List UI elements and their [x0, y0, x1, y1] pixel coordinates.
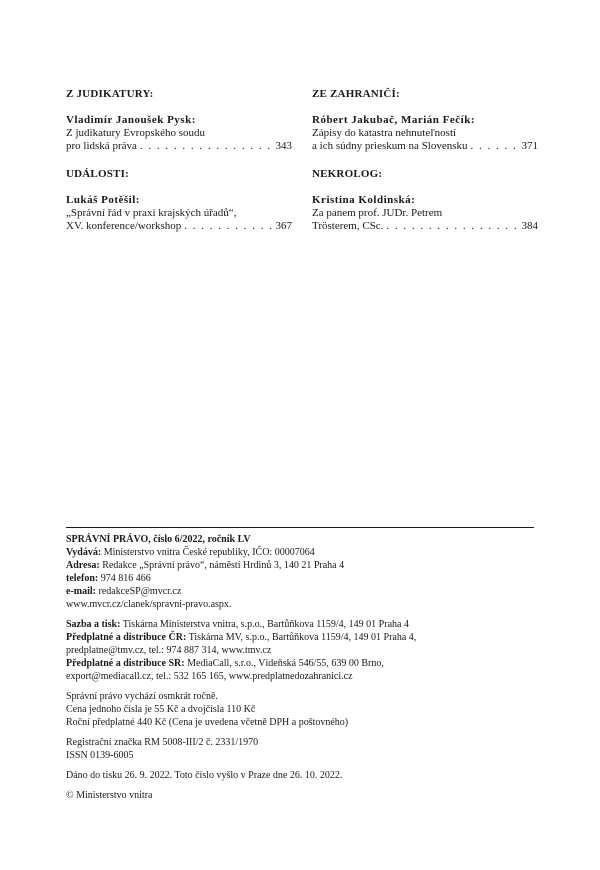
dist-cz-label: Předplatné a distribuce ČR: — [66, 632, 187, 643]
entry-author: Róbert Jakubač, Marián Fečík: — [312, 114, 475, 126]
entry-title-end: XV. konference/workshop — [66, 220, 182, 232]
registration-line: Registrační značka RM 5008-III/2 č. 2331/1970 — [66, 737, 259, 748]
print-line — [66, 618, 534, 631]
dist-cz-value: Tiskárna MV, s.p.o., Bartůňkova 1159/4, 149 01 Praha 4, — [186, 632, 417, 643]
entry-title-line: Zápisy do katastra nehnuteľností — [312, 127, 457, 139]
imprint-distribution — [66, 618, 534, 683]
imprint-printed — [66, 769, 534, 782]
email-value: redakceSP@mvcr.cz — [96, 586, 182, 597]
email-label: e-mail: — [66, 586, 96, 597]
address-line — [66, 559, 534, 572]
entry-title-line: Z judikatury Evropského soudu — [66, 127, 206, 139]
publisher-line — [66, 546, 534, 559]
masthead: SPRÁVNÍ PRÁVO, číslo 6/2022, ročník LV — [66, 534, 251, 545]
section-heading-udalosti: UDÁLOSTI: — [66, 168, 129, 180]
entry-title-last-line — [312, 220, 538, 233]
leader-dots — [471, 140, 519, 153]
publisher-value: Ministerstvo vnitra České republiky, IČO: 00007064 — [101, 547, 315, 558]
dist-sr-line2: export@mediacall.cz, tel.: 532 165 165, www.predplatnedozahranici.cz — [66, 671, 353, 682]
entry-author: Kristina Koldinská: — [312, 194, 416, 206]
toc-entry — [312, 194, 538, 233]
toc-entry — [66, 114, 292, 153]
section-heading-zahranici: ZE ZAHRANIČÍ: — [312, 88, 400, 100]
entry-title-line: Za panem prof. JUDr. Petrem — [312, 207, 443, 219]
web-link: www.mvcr.cz/clanek/spravni-pravo.aspx. — [66, 599, 232, 610]
address-value: Redakce „Správní právo“, náměstí Hrdinů 3, 140 21 Praha 4 — [99, 560, 345, 571]
dist-cz-line — [66, 631, 534, 644]
entry-title-last-line — [66, 140, 292, 153]
phone-line — [66, 572, 534, 585]
printed-line: Dáno do tisku 26. 9. 2022. Toto číslo vyšlo v Praze dne 26. 10. 2022. — [66, 770, 343, 781]
email-line — [66, 585, 534, 598]
phone-label: telefon: — [66, 573, 99, 584]
dist-sr-line — [66, 657, 534, 670]
entry-title-last-line — [312, 140, 538, 153]
toc-left-column — [66, 88, 292, 248]
section-heading-nekrolog: NEKROLOG: — [312, 168, 383, 180]
address-label: Adresa: — [66, 560, 100, 571]
imprint — [66, 533, 534, 809]
dist-cz-line2: predplatne@tmv.cz, tel.: 974 887 314, www.tmv.cz — [66, 645, 272, 656]
imprint-copyright — [66, 789, 534, 802]
toc-entry — [312, 114, 538, 153]
entry-title-end: a ich súdny prieskum na Slovensku — [312, 140, 468, 152]
entry-title-end: Trösterem, CSc. — [312, 220, 384, 232]
subscription-line: Roční předplatné 440 Kč (Cena je uvedena včetně DPH a poštovného) — [66, 717, 349, 728]
entry-title-end: pro lidská práva — [66, 140, 137, 152]
imprint-contacts — [66, 533, 534, 611]
imprint-divider — [66, 527, 534, 528]
imprint-pricing — [66, 690, 534, 729]
print-label: Sazba a tisk: — [66, 619, 121, 630]
section-heading-judikatury: Z JUDIKATURY: — [66, 88, 154, 100]
leader-dots — [386, 220, 518, 233]
page-number: 384 — [521, 220, 538, 232]
page-number: 343 — [275, 140, 292, 152]
leader-dots — [184, 220, 272, 233]
dist-sr-value: MediaCall, s.r.o., Vídeňská 546/55, 639 00 Brno, — [184, 658, 384, 669]
imprint-registration — [66, 736, 534, 762]
frequency-line: Správní právo vychází osmkrát ročně. — [66, 691, 218, 702]
page-number: 371 — [521, 140, 538, 152]
toc-right-column — [312, 88, 538, 248]
entry-title-last-line — [66, 220, 292, 233]
dist-sr-label: Předplatné a distribuce SR: — [66, 658, 185, 669]
leader-dots — [140, 140, 273, 153]
toc-entry — [66, 194, 292, 233]
entry-author: Vladimír Janoušek Pysk: — [66, 114, 196, 126]
issn-line: ISSN 0139-6005 — [66, 750, 134, 761]
page-number: 367 — [275, 220, 292, 232]
copyright-line: © Ministerstvo vnitra — [66, 790, 153, 801]
print-value: Tiskárna Ministerstva vnitra, s.p.o., Bartůňkova 1159/4, 149 01 Praha 4 — [120, 619, 409, 630]
phone-value: 974 816 466 — [98, 573, 151, 584]
publisher-label: Vydává: — [66, 547, 102, 558]
price-line: Cena jednoho čísla je 55 Kč a dvojčísla 110 Kč — [66, 704, 256, 715]
entry-author: Lukáš Potěšil: — [66, 194, 140, 206]
entry-title-line: „Správní řád v praxi krajských úřadů“, — [66, 207, 237, 219]
